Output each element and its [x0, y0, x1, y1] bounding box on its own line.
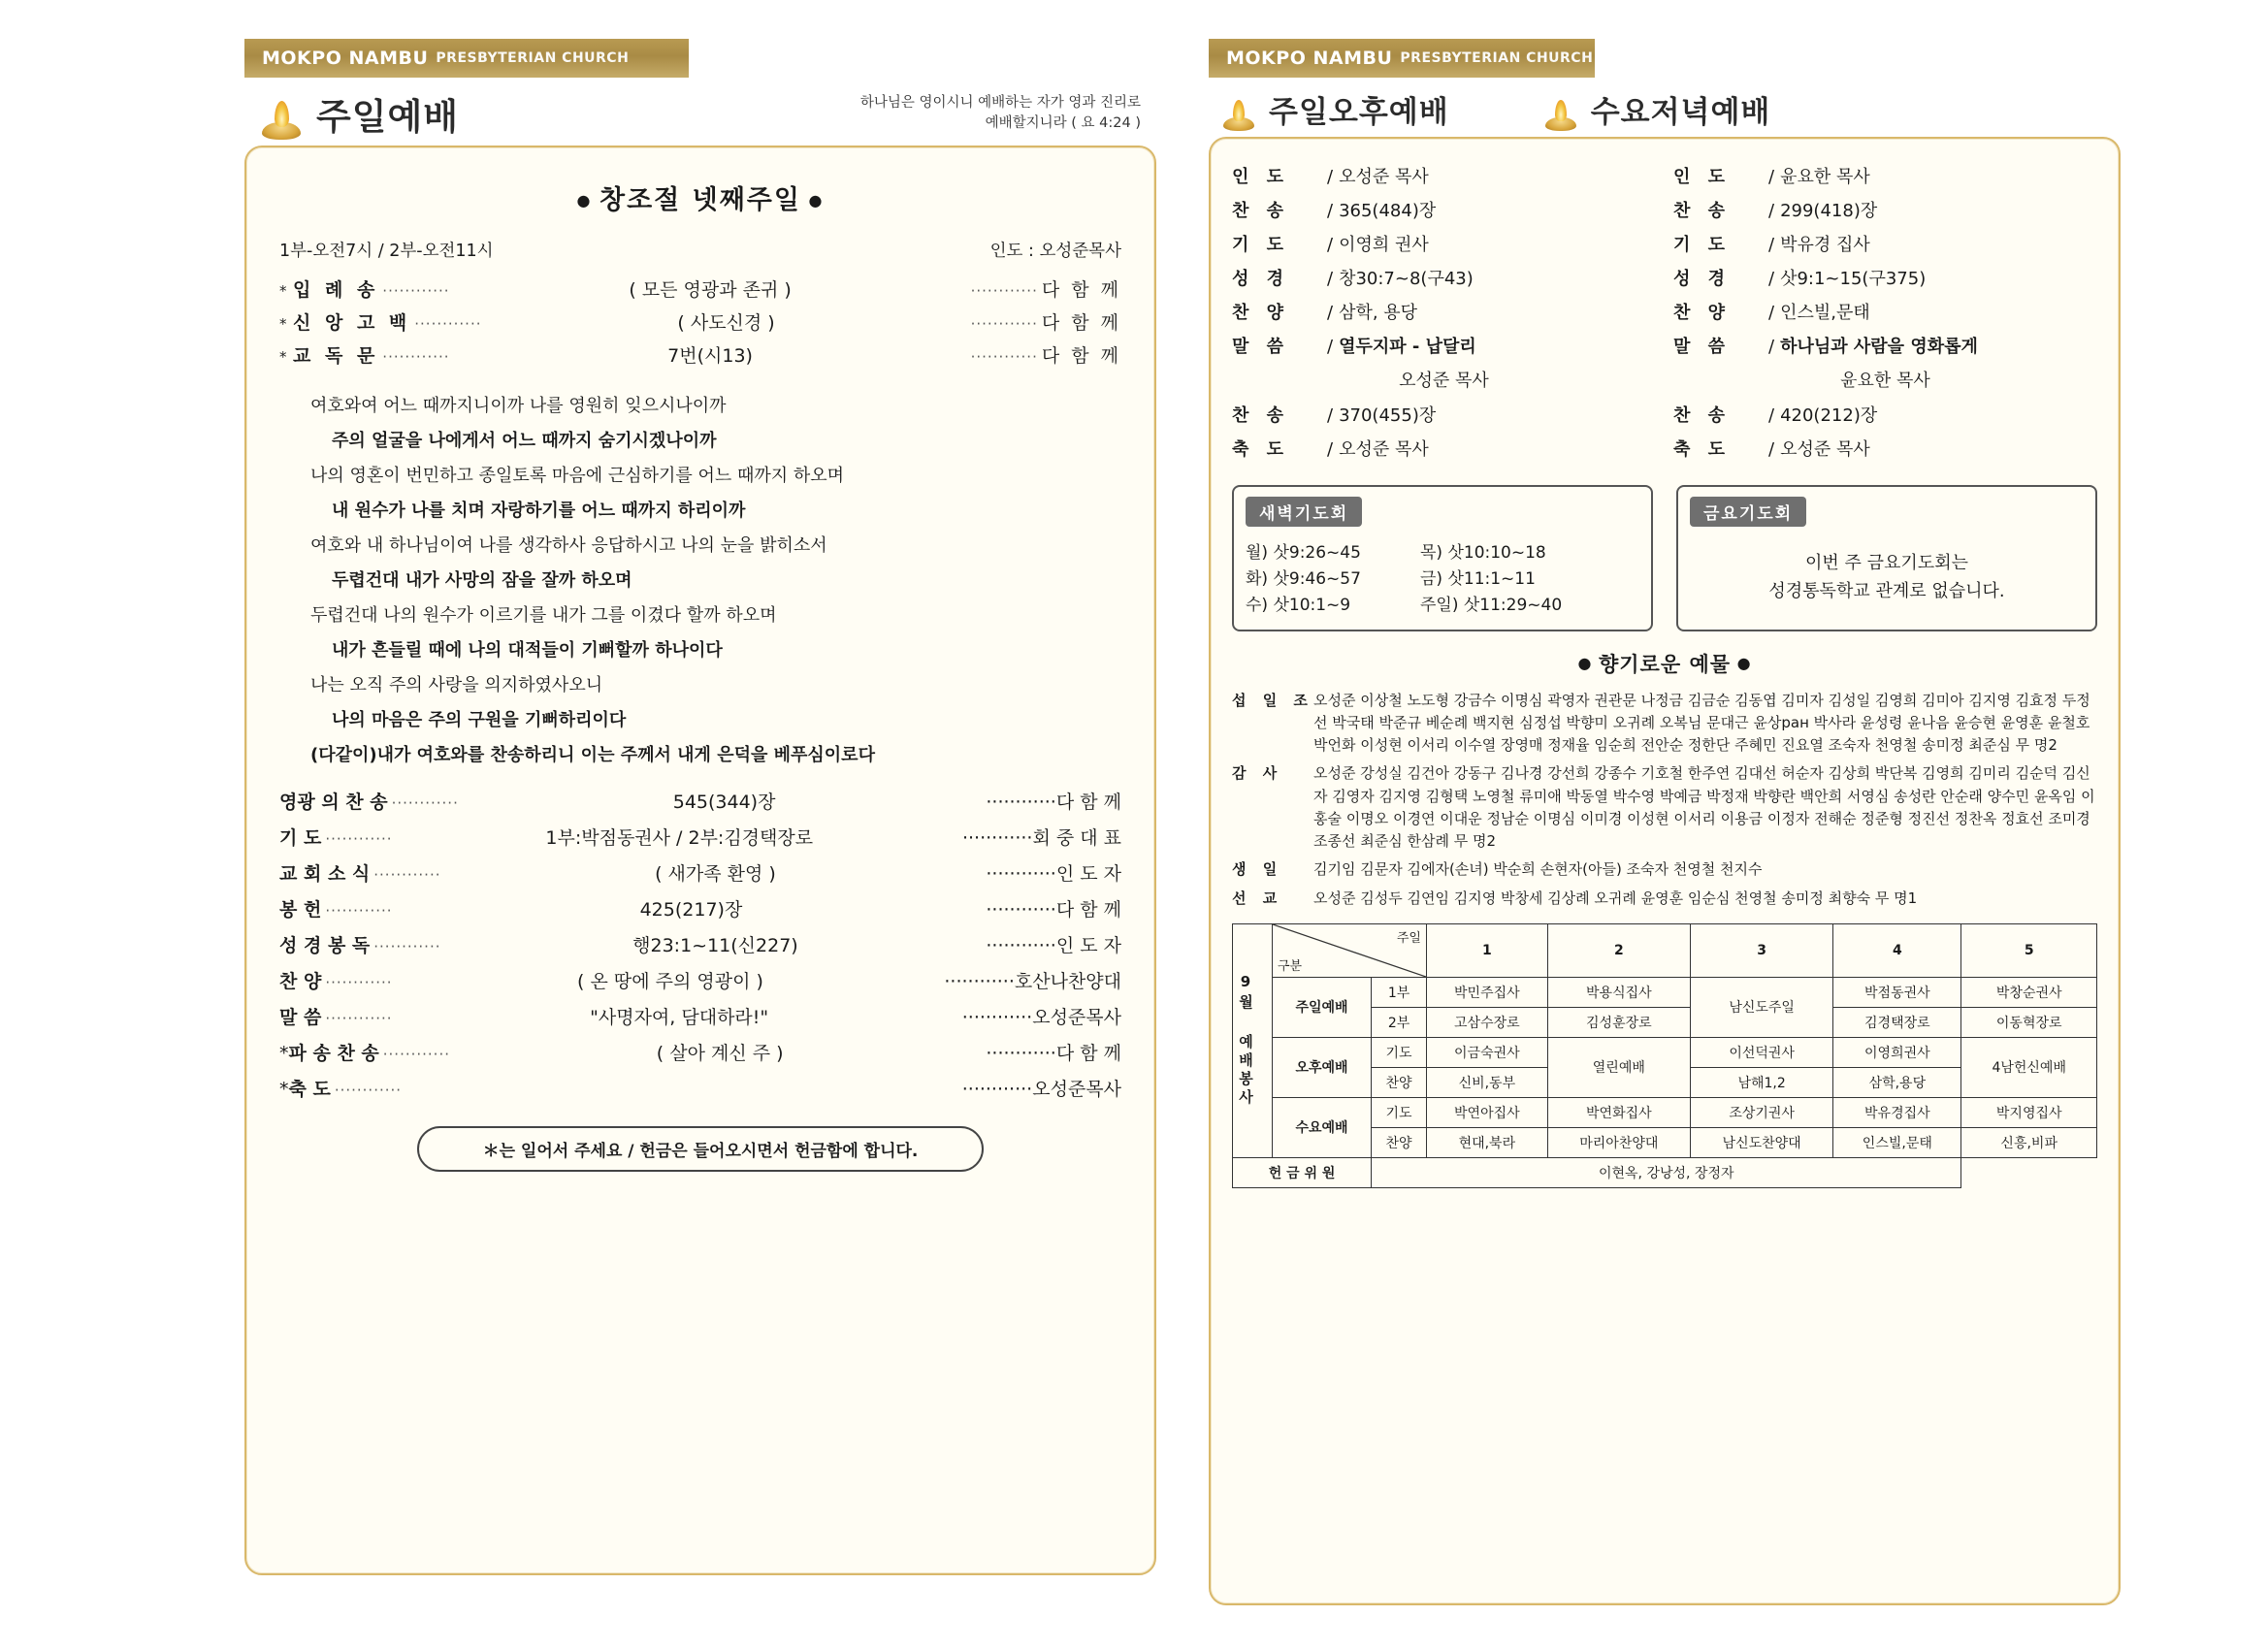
- dot-leader: ············: [373, 938, 441, 955]
- service-order-label: 찬 양: [1232, 303, 1290, 323]
- order-item-name: 신 앙 고 백: [293, 312, 411, 334]
- service-times: 1부-오전7시 / 2부-오전11시: [279, 242, 494, 261]
- dot-leader: ············: [382, 1046, 450, 1063]
- order-item: [279, 1003, 1121, 1029]
- service-order-label: 찬 양: [1673, 303, 1732, 323]
- service-order-line: [1673, 163, 2097, 188]
- offering-row: [1232, 690, 2097, 758]
- order-of-worship-bottom: [279, 788, 1121, 1101]
- responsive-line: 두렵건대 나의 원수가 이르기를 내가 그를 이겼다 할까 하오며: [310, 605, 777, 626]
- service-order-value: 이영희 권사: [1339, 235, 1429, 255]
- service-order-line: [1232, 197, 1656, 222]
- duty-cell: 남신도찬양대: [1690, 1127, 1832, 1157]
- service-order-value: 420(212)장: [1780, 405, 1878, 426]
- order-item-person: 다 함 께: [1055, 792, 1121, 813]
- afternoon-column: [1232, 154, 1656, 469]
- brand-name: MOKPO NAMBU: [262, 48, 429, 69]
- dot-leader: ············: [382, 348, 450, 366]
- order-item-name: 봉 헌: [279, 899, 322, 921]
- brand-bar-right: [1209, 39, 1595, 78]
- service-order-label: 찬 송: [1673, 405, 1732, 426]
- dot-leader: ············: [373, 866, 441, 884]
- service-order-value: 열두지파 - 납달리: [1339, 337, 1476, 357]
- offering-row: [1232, 762, 2097, 853]
- sunday-service-card: [244, 146, 1156, 1575]
- dot-leader-2: ············: [961, 1007, 1033, 1028]
- dot-leader-2: ············: [944, 971, 1015, 992]
- service-order-line: [1232, 299, 1656, 324]
- friday-prayer-note: [1690, 540, 2084, 616]
- order-item: [279, 275, 1121, 302]
- wednesday-order-tail: [1673, 402, 2097, 461]
- offering-row: [1232, 888, 2097, 910]
- service-order-label: 성 경: [1232, 269, 1290, 289]
- service-times-row: [279, 238, 1121, 262]
- separator: /: [1768, 167, 1775, 187]
- order-item-detail: ( 온 땅에 주의 영광이 ): [577, 971, 763, 992]
- duty-cell: 이선덕권사: [1690, 1037, 1832, 1067]
- dawn-reading: 수) 삿10:1~9: [1246, 596, 1351, 616]
- table-footer-row: [1233, 1157, 2097, 1187]
- order-item-detail: ( 사도신경 ): [677, 312, 775, 334]
- order-item-detail: ( 모든 영광과 존귀 ): [629, 279, 792, 301]
- separator: /: [1768, 201, 1775, 221]
- wednesday-preacher: 윤요한 목사: [1840, 371, 1930, 391]
- dot-leader-2: ············: [986, 899, 1056, 921]
- week-column-header: 2: [1547, 923, 1690, 977]
- brand-bar-left: [244, 39, 689, 78]
- duty-cell: 박점동권사: [1833, 977, 1961, 1007]
- service-order-line: [1673, 231, 2097, 256]
- required-standing-marker: *: [279, 348, 287, 366]
- offering-committee-label: 헌 금 위 원: [1233, 1157, 1372, 1187]
- service-group-cell: 오후예배: [1273, 1037, 1372, 1097]
- service-order-line: [1673, 436, 2097, 461]
- order-item-name: 교 회 소 식: [279, 863, 371, 885]
- duty-cell: 이영희권사: [1833, 1037, 1961, 1067]
- order-item-detail: ( 새가족 환영 ): [655, 863, 776, 885]
- service-group-cell: 수요예배: [1273, 1097, 1372, 1157]
- dawn-reading: 화) 삿9:46~57: [1246, 569, 1361, 590]
- order-item-detail: 545(344)장: [672, 792, 776, 813]
- offering-names: 오성준 이상철 노도형 강금수 이명심 곽영자 권관문 나정금 김금순 김동엽 김미자 김성일 김영희 김미아 김지영 김효정 두정선 박국태 박준규 베순례 백지현 심정섭 박향미 오귀례 오복님 문대근 윤상ран 박사라 윤성령 윤나음 윤승현 윤영훈 윤철호 박언화 이성현 이서리 이수열 장영매 정재율 임순희 전안순 정한단 주혜민 진요열 조숙자 천영철 송미정 최준심 무 명2: [1313, 691, 2090, 755]
- dot-leader-2: ············: [970, 282, 1038, 300]
- service-order-line: [1232, 333, 1656, 358]
- header-verse-line2: 예배할지니라 ( 요 4:24 ): [985, 114, 1141, 131]
- service-order-value: 윤요한 목사: [1780, 167, 1870, 187]
- dot-leader: ············: [334, 1082, 403, 1099]
- right-title-row: [1209, 78, 2121, 137]
- dot-leader-2: ············: [970, 315, 1038, 333]
- separator: /: [1768, 235, 1775, 255]
- separator: /: [1327, 337, 1334, 357]
- table-row: [1233, 977, 2097, 1007]
- candle-icon: [256, 95, 307, 140]
- separator: /: [1768, 439, 1775, 460]
- friday-note-line1: 이번 주 금요기도회는: [1805, 553, 1968, 573]
- duty-cell: 조상기권사: [1690, 1097, 1832, 1127]
- order-item-person: 다 함 께: [1041, 279, 1121, 301]
- separator: /: [1327, 235, 1334, 255]
- order-item-name: 입 례 송: [293, 279, 379, 301]
- order-item: [279, 967, 1121, 993]
- order-item: [279, 895, 1121, 922]
- dot-leader: ············: [325, 1010, 393, 1027]
- order-item: [279, 824, 1121, 850]
- friday-note-line2: 성경통독학교 관계로 없습니다.: [1768, 580, 2005, 601]
- service-part-cell: 1부: [1372, 977, 1427, 1007]
- sunday-service-title: 주일예배: [316, 96, 459, 138]
- dot-leader-2: ············: [970, 348, 1038, 366]
- duty-cell: 4남헌신예배: [1961, 1037, 2097, 1097]
- right-card: [1209, 137, 2121, 1605]
- order-item-person: 다 함 께: [1055, 899, 1121, 921]
- service-order-label: 말 씀: [1673, 337, 1732, 357]
- duty-cell: 이금숙권사: [1427, 1037, 1548, 1067]
- footnote: ＊는 일어서 주세요 / 헌금은 들어오시면서 헌금함에 합니다.: [417, 1126, 984, 1172]
- responsive-line: 내가 흔들릴 때에 나의 대적들이 기뻐할까 하나이다: [332, 640, 723, 661]
- required-standing-marker: *: [279, 282, 287, 300]
- responsive-line: 나의 영혼이 번민하고 종일토록 마음에 근심하기를 어느 때까지 하오며: [310, 466, 845, 486]
- service-order-value: 인스빌,문태: [1780, 303, 1870, 323]
- order-item-name: 찬 양: [279, 971, 322, 992]
- order-item-person: 회 중 대 표: [1032, 827, 1121, 849]
- service-order-value: 삿9:1~15(구375): [1780, 269, 1927, 289]
- brand-name-right: MOKPO NAMBU: [1226, 48, 1393, 69]
- dawn-reading: 목) 삿10:10~18: [1420, 543, 1546, 563]
- order-item: [279, 859, 1121, 886]
- service-order-line: [1232, 265, 1656, 290]
- duty-cell: 삼학,용당: [1833, 1067, 1961, 1097]
- dawn-prayer-tag: 새벽기도회: [1246, 497, 1362, 527]
- dawn-readings-right: [1420, 540, 1562, 620]
- offering-committee-value: 이현옥, 강낭성, 장정자: [1372, 1157, 1961, 1187]
- responsive-line: 여호와여 어느 때까지니이까 나를 영원히 잊으시나이까: [310, 396, 727, 416]
- duty-cell: 열린예배: [1547, 1037, 1690, 1097]
- responsive-reading: [289, 393, 1112, 768]
- afternoon-order-tail: [1232, 402, 1656, 461]
- offering-names: 오성준 강성실 김건아 강동구 김나경 강선희 강종수 기호철 한주연 김대선 허순자 김상희 박단복 김영희 김미리 김순덕 김신자 김영자 김지영 김형택 노영철 류미애 박동열 박수영 박예금 박정재 박향란 백안희 서영심 송성란 안순래 양수민 윤옥임 이홍술 이명오 이경연 이대운 정남순 이명심 이미경 이성현 이서리 이용금 이정자 전해순 정준형 정진선 정찬옥 정효선 조미경 조종선 최준심 한삼례 무 명2: [1313, 764, 2095, 851]
- duty-cell: 인스빌,문태: [1833, 1127, 1961, 1157]
- right-panel: [1209, 39, 2121, 1610]
- wednesday-service-title: 수요저녁예배: [1590, 95, 1771, 130]
- separator: /: [1327, 167, 1334, 187]
- separator: /: [1768, 337, 1775, 357]
- friday-prayer-box: [1676, 485, 2097, 631]
- service-order-value: 299(418)장: [1780, 201, 1878, 221]
- order-item-detail: ( 살아 계신 주 ): [656, 1043, 784, 1064]
- order-item-person: 다 함 께: [1055, 1043, 1121, 1064]
- service-order-line: [1673, 197, 2097, 222]
- service-order-value: 365(484)장: [1339, 201, 1437, 221]
- order-item: [279, 931, 1121, 957]
- required-standing-marker: *: [279, 315, 287, 333]
- service-order-line: [1232, 436, 1656, 461]
- order-item-person: 인 도 자: [1055, 935, 1121, 956]
- service-order-line: [1673, 333, 2097, 358]
- table-row: [1233, 1037, 2097, 1067]
- order-item: [279, 308, 1121, 335]
- afternoon-order: [1232, 163, 1656, 358]
- offering-section-title: ● 향기로운 예물 ●: [1232, 649, 2097, 678]
- dawn-prayer-readings: [1246, 540, 1639, 620]
- service-part-cell: 기도: [1372, 1097, 1427, 1127]
- duty-cell: 박연화집사: [1547, 1097, 1690, 1127]
- responsive-line: 주의 얼굴을 나에게서 어느 때까지 숨기시겠나이까: [332, 431, 717, 451]
- table-header-row: [1233, 923, 2097, 977]
- month-label: 9월 예배봉사: [1237, 973, 1254, 1109]
- service-order-value: 오성준 목사: [1780, 439, 1870, 460]
- candle-icon-wednesday: [1542, 92, 1581, 131]
- offering-category: 감 사: [1232, 764, 1283, 783]
- order-item-detail: 행23:1~11(신227): [632, 935, 798, 956]
- header-verse: [860, 93, 1152, 140]
- offering-names: 김기임 김문자 김에자(손녀) 박순희 손현자(아들) 조숙자 천영철 천지수: [1313, 860, 1763, 879]
- required-standing-marker: *: [279, 1043, 289, 1064]
- sunday-heading: ● 창조절 넷째주일 ●: [279, 178, 1121, 216]
- table-corner-cell: [1273, 923, 1427, 977]
- responsive-line: 내 원수가 나를 치며 자랑하기를 어느 때까지 하리이까: [332, 501, 746, 521]
- order-item: [279, 788, 1121, 814]
- service-order-label: 기 도: [1673, 235, 1732, 255]
- responsive-line: 나의 마음은 주의 구원을 기뻐하리이다: [332, 710, 627, 730]
- service-group-cell: 주일예배: [1273, 977, 1372, 1037]
- separator: /: [1768, 405, 1775, 426]
- order-item-name: 교 독 문: [293, 345, 379, 367]
- order-item-name: 말 씀: [279, 1007, 322, 1028]
- dawn-reading: 주일) 삿11:29~40: [1420, 596, 1563, 616]
- separator: /: [1327, 303, 1334, 323]
- service-order-label: 찬 송: [1232, 201, 1290, 221]
- dot-leader: ············: [382, 282, 450, 300]
- dawn-reading: 월) 삿9:26~45: [1246, 543, 1361, 563]
- candle-icon-afternoon: [1220, 92, 1259, 131]
- separator: /: [1327, 269, 1334, 289]
- separator: /: [1768, 269, 1775, 289]
- service-part-cell: 찬양: [1372, 1067, 1427, 1097]
- service-order-value: 오성준 목사: [1339, 439, 1429, 460]
- wednesday-order: [1673, 163, 2097, 358]
- service-part-cell: 2부: [1372, 1007, 1427, 1037]
- duty-cell: 남신도주일: [1690, 977, 1832, 1037]
- duty-cell: 김경택장로: [1833, 1007, 1961, 1037]
- service-order-label: 기 도: [1232, 235, 1290, 255]
- service-order-label: 인 도: [1673, 167, 1732, 187]
- prayer-meeting-boxes: [1232, 485, 2097, 631]
- order-item-person: 인 도 자: [1055, 863, 1121, 885]
- separator: /: [1327, 405, 1334, 426]
- duty-cell: 신비,동부: [1427, 1067, 1548, 1097]
- order-item-detail: "사명자여, 담대하라!": [590, 1007, 769, 1028]
- week-column-header: 4: [1833, 923, 1961, 977]
- order-item-person: 오성준목사: [1032, 1079, 1121, 1100]
- order-item: [279, 1075, 1121, 1101]
- required-standing-marker: *: [279, 1079, 289, 1100]
- order-item-person: 호산나찬양대: [1014, 971, 1121, 992]
- order-item-name: 축 도: [288, 1079, 331, 1100]
- corner-top-label: 주일: [1396, 930, 1421, 946]
- wednesday-column: [1673, 154, 2097, 469]
- header-verse-line1: 하나님은 영이시니 예배하는 자가 영과 진리로: [859, 94, 1141, 111]
- service-order-label: 찬 송: [1232, 405, 1290, 426]
- order-item: [279, 1039, 1121, 1065]
- duty-cell: 마리아찬양대: [1547, 1127, 1690, 1157]
- service-order-value: 오성준 목사: [1339, 167, 1429, 187]
- services-columns: [1232, 154, 2097, 469]
- duty-cell: 박창순권사: [1961, 977, 2097, 1007]
- duty-cell: 박유경집사: [1833, 1097, 1961, 1127]
- order-item-person: 오성준목사: [1032, 1007, 1121, 1028]
- month-label-cell: [1233, 923, 1273, 1157]
- duty-cell: 김성훈장로: [1547, 1007, 1690, 1037]
- order-item-name: 영광 의 찬 송: [279, 792, 388, 813]
- dot-leader: ············: [391, 794, 459, 812]
- afternoon-service-title: 주일오후예배: [1269, 95, 1449, 130]
- duty-cell: 박용식집사: [1547, 977, 1690, 1007]
- offering-category: 생 일: [1232, 860, 1283, 879]
- dot-leader: ············: [414, 315, 482, 333]
- dot-leader: ············: [325, 974, 393, 991]
- duty-cell: 박연아집사: [1427, 1097, 1548, 1127]
- friday-prayer-tag: 금요기도회: [1690, 497, 1806, 527]
- dot-leader: ············: [325, 902, 393, 920]
- week-column-header: 1: [1427, 923, 1548, 977]
- brand-subtitle: PRESBYTERIAN CHURCH: [436, 50, 630, 66]
- brand-subtitle-right: PRESBYTERIAN CHURCH: [1400, 50, 1594, 66]
- service-order-line: [1673, 299, 2097, 324]
- service-order-value: 하나님과 사람을 영화롭게: [1780, 337, 1978, 357]
- dot-leader-2: ············: [986, 1043, 1056, 1064]
- left-title-row: [244, 78, 1156, 146]
- responsive-line: 두렵건대 내가 사망의 잠을 잘까 하오며: [332, 570, 632, 591]
- order-item-name: 기 도: [279, 827, 322, 849]
- service-order-value: 창30:7~8(구43): [1339, 269, 1474, 289]
- duty-cell: 남해1,2: [1690, 1067, 1832, 1097]
- order-item-person: 다 함 께: [1041, 345, 1121, 367]
- service-order-label: 말 씀: [1232, 337, 1290, 357]
- duty-cell: 이동혁장로: [1961, 1007, 2097, 1037]
- week-column-header: 5: [1961, 923, 2097, 977]
- dawn-reading: 금) 삿11:1~11: [1420, 569, 1536, 590]
- service-part-cell: 찬양: [1372, 1127, 1427, 1157]
- service-order-value: 370(455)장: [1339, 405, 1437, 426]
- order-item-name: 성 경 봉 독: [279, 935, 371, 956]
- dawn-readings-left: [1246, 540, 1420, 620]
- separator: /: [1327, 439, 1334, 460]
- dot-leader-2: ············: [986, 863, 1056, 885]
- service-order-line: [1673, 265, 2097, 290]
- order-item-detail: 425(217)장: [639, 899, 743, 921]
- responsive-line: 여호와 내 하나님이여 나를 생각하사 응답하시고 나의 눈을 밝히소서: [310, 535, 827, 556]
- table-row: [1233, 1097, 2097, 1127]
- duty-cell: 고삼수장로: [1427, 1007, 1548, 1037]
- service-order-label: 축 도: [1673, 439, 1732, 460]
- service-order-label: 축 도: [1232, 439, 1290, 460]
- dot-leader: ············: [325, 830, 393, 848]
- service-order-line: [1232, 231, 1656, 256]
- separator: /: [1327, 201, 1334, 221]
- offering-row: [1232, 858, 2097, 881]
- duty-cell: 신흥,비파: [1961, 1127, 2097, 1157]
- dawn-prayer-box: [1232, 485, 1653, 631]
- dot-leader-2: ············: [986, 935, 1056, 956]
- duty-cell: 박지영집사: [1961, 1097, 2097, 1127]
- order-item: [279, 341, 1121, 368]
- dot-leader-2: ············: [961, 827, 1033, 849]
- dot-leader-2: ············: [986, 792, 1056, 813]
- offering-category: 섭 일 조: [1232, 691, 1313, 709]
- service-order-label: 성 경: [1673, 269, 1732, 289]
- separator: /: [1768, 303, 1775, 323]
- service-order-value: 삼학, 용당: [1339, 303, 1418, 323]
- corner-bottom-label: 구분: [1278, 958, 1303, 974]
- service-order-line: [1232, 163, 1656, 188]
- service-part-cell: 기도: [1372, 1037, 1427, 1067]
- left-panel: [244, 39, 1156, 1591]
- offering-list: [1232, 690, 2097, 910]
- service-leader: 인도 : 오성준목사: [989, 242, 1121, 261]
- order-of-worship-top: [279, 275, 1121, 368]
- order-item-name: 파 송 찬 송: [288, 1043, 379, 1064]
- duty-cell: 박민주집사: [1427, 977, 1548, 1007]
- dot-leader-2: ············: [961, 1079, 1033, 1100]
- duty-cell: 현대,북라: [1427, 1127, 1548, 1157]
- offering-category: 선 교: [1232, 889, 1283, 907]
- afternoon-preacher: 오성준 목사: [1399, 371, 1489, 391]
- offering-names: 오성준 김성두 김연임 김지영 박창세 김상례 오귀례 윤영훈 임순심 천영철 송미정 최향숙 무 명1: [1313, 889, 1918, 907]
- order-item-detail: 1부:박점동권사 / 2부:김경택장로: [545, 827, 814, 849]
- service-order-value: 박유경 집사: [1780, 235, 1870, 255]
- week-column-header: 3: [1690, 923, 1832, 977]
- service-duty-table: [1232, 923, 2097, 1188]
- service-order-label: 찬 송: [1673, 201, 1732, 221]
- service-order-line: [1232, 402, 1656, 427]
- service-order-label: 인 도: [1232, 167, 1290, 187]
- order-item-person: 다 함 께: [1041, 312, 1121, 334]
- order-item-detail: 7번(시13): [667, 345, 753, 367]
- service-order-line: [1673, 402, 2097, 427]
- responsive-line: (다같이)내가 여호와를 찬송하리니 이는 주께서 내게 은덕을 베푸심이로다: [310, 745, 875, 765]
- responsive-line: 나는 오직 주의 사랑을 의지하였사오니: [310, 675, 603, 695]
